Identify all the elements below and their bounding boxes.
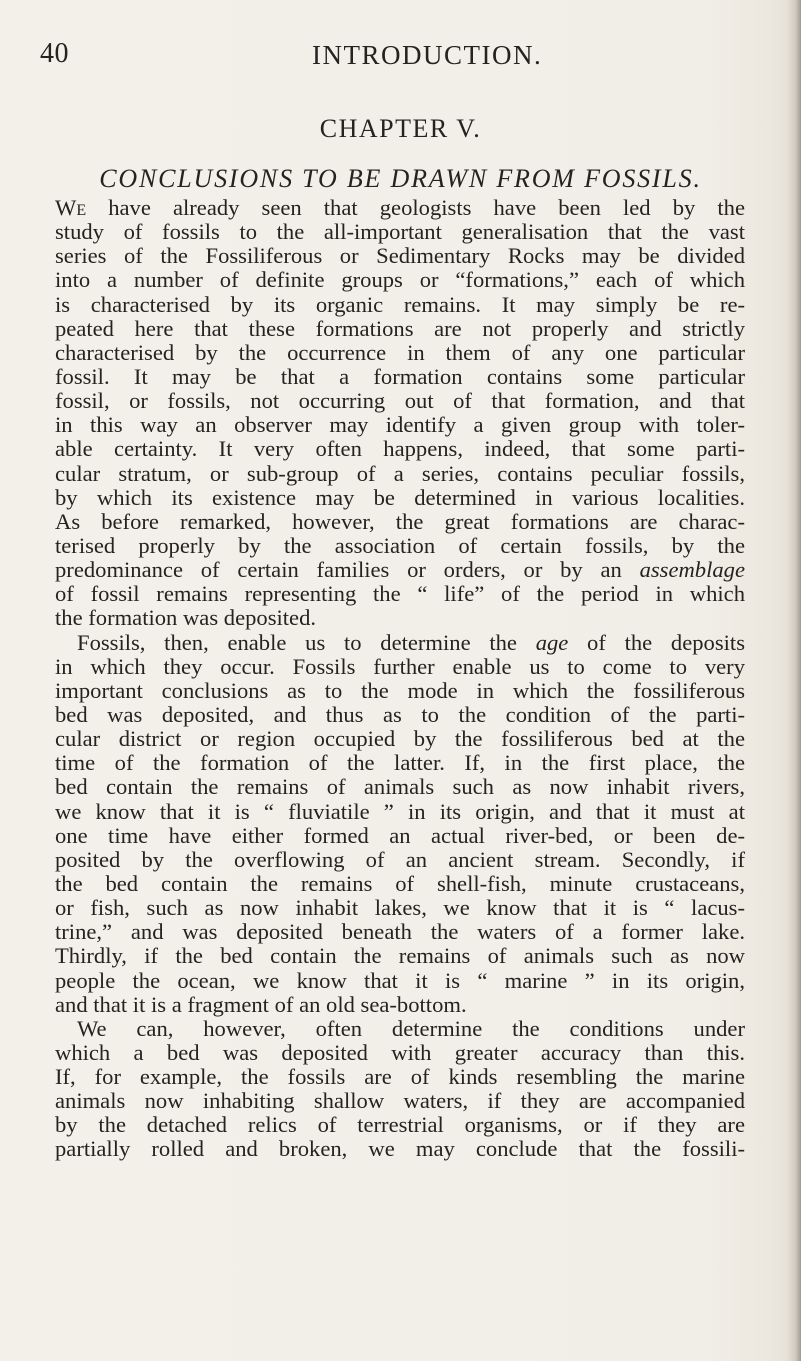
text-line: the formation was deposited. bbox=[55, 605, 317, 631]
running-title: INTRODUCTION. bbox=[312, 40, 543, 70]
text-line: is characterised by its organic remains. It may simply be re- bbox=[55, 291, 745, 317]
text-line: by which its existence may be determined in various localities. bbox=[55, 484, 745, 510]
text-line: fossil. It may be that a formation contains some particular bbox=[55, 363, 745, 389]
text-line: into a number of definite groups or “formations,” each of which bbox=[55, 267, 745, 293]
text-line: and that it is a fragment of an old sea-bottom. bbox=[55, 991, 467, 1017]
text-line: important conclusions as to the mode in which the fossiliferous bbox=[55, 677, 745, 703]
text-line: We have already seen that geologists have been led by the bbox=[55, 195, 745, 220]
text-line: fossil, or fossils, not occurring out of that formation, and that bbox=[55, 388, 745, 414]
text-line: Thirdly, if the bed contain the remains of animals such as now bbox=[55, 943, 745, 969]
text-line: cular stratum, or sub-group of a series, contains peculiar fossils, bbox=[55, 460, 745, 486]
text-line: predominance of certain families or orders, or by an assemblage bbox=[55, 557, 745, 583]
text-line: animals now inhabiting shallow waters, if they are accompanied bbox=[55, 1088, 745, 1114]
text-line: If, for example, the fossils are of kinds resembling the marine bbox=[55, 1064, 745, 1090]
text-line: study of fossils to the all-important generalisation that the vast bbox=[55, 219, 745, 245]
text-line: bed contain the remains of animals such as now inhabit rivers, bbox=[55, 774, 745, 800]
text-line: cular district or region occupied by the fossiliferous bed at the bbox=[55, 726, 745, 752]
text-line: Fossils, then, enable us to determine the age of the deposits bbox=[77, 629, 745, 655]
chapter-heading: CHAPTER V. bbox=[319, 114, 482, 143]
text-line: We can, however, often determine the conditions under bbox=[77, 1015, 745, 1041]
text-line: which a bed was deposited with greater accuracy than this. bbox=[55, 1039, 745, 1065]
text-line: bed was deposited, and thus as to the condition of the parti- bbox=[55, 701, 745, 727]
text-line: As before remarked, however, the great formations are charac- bbox=[55, 508, 745, 534]
text-line: series of the Fossiliferous or Sedimentary Rocks may be divided bbox=[55, 243, 745, 269]
text-line: or fish, such as now inhabit lakes, we know that it is “ lacus- bbox=[55, 895, 745, 921]
text-line: time of the formation of the latter. If, in the first place, the bbox=[55, 750, 745, 776]
text-line: terised properly by the association of certain fossils, by the bbox=[55, 532, 745, 558]
text-line: by the detached relics of terrestrial organisms, or if they are bbox=[55, 1112, 745, 1138]
text-line: posited by the overflowing of an ancient stream. Secondly, if bbox=[55, 846, 745, 872]
text-line: of fossil remains representing the “ life” of the period in which bbox=[55, 581, 745, 607]
text-line: partially rolled and broken, we may conclude that the fossili- bbox=[55, 1136, 745, 1162]
text-line: trine,” and was deposited beneath the waters of a former lake. bbox=[55, 919, 745, 945]
text-line: peated here that these formations are not properly and strictly bbox=[55, 315, 745, 341]
chapter-subtitle: CONCLUSIONS TO BE DRAWN FROM FOSSILS. bbox=[99, 164, 702, 193]
page-edge-shadow bbox=[787, 0, 801, 1361]
text-line: we know that it is “ fluviatile ” in its origin, and that it must at bbox=[55, 798, 745, 824]
text-line: one time have either formed an actual river-bed, or been de- bbox=[55, 822, 745, 848]
running-head bbox=[40, 38, 760, 78]
text-line: people the ocean, we know that it is “ marine ” in its origin, bbox=[55, 967, 745, 993]
text-line: the bed contain the remains of shell-fish, minute crustaceans, bbox=[55, 870, 745, 896]
body-text bbox=[55, 196, 745, 1162]
page-number: 40 bbox=[40, 38, 69, 69]
text-line: in this way an observer may identify a given group with toler- bbox=[55, 412, 745, 438]
text-line: able certainty. It very often happens, indeed, that some parti- bbox=[55, 436, 745, 462]
text-line: in which they occur. Fossils further enable us to come to very bbox=[55, 653, 745, 679]
text-line: characterised by the occurrence in them of any one particular bbox=[55, 339, 745, 365]
